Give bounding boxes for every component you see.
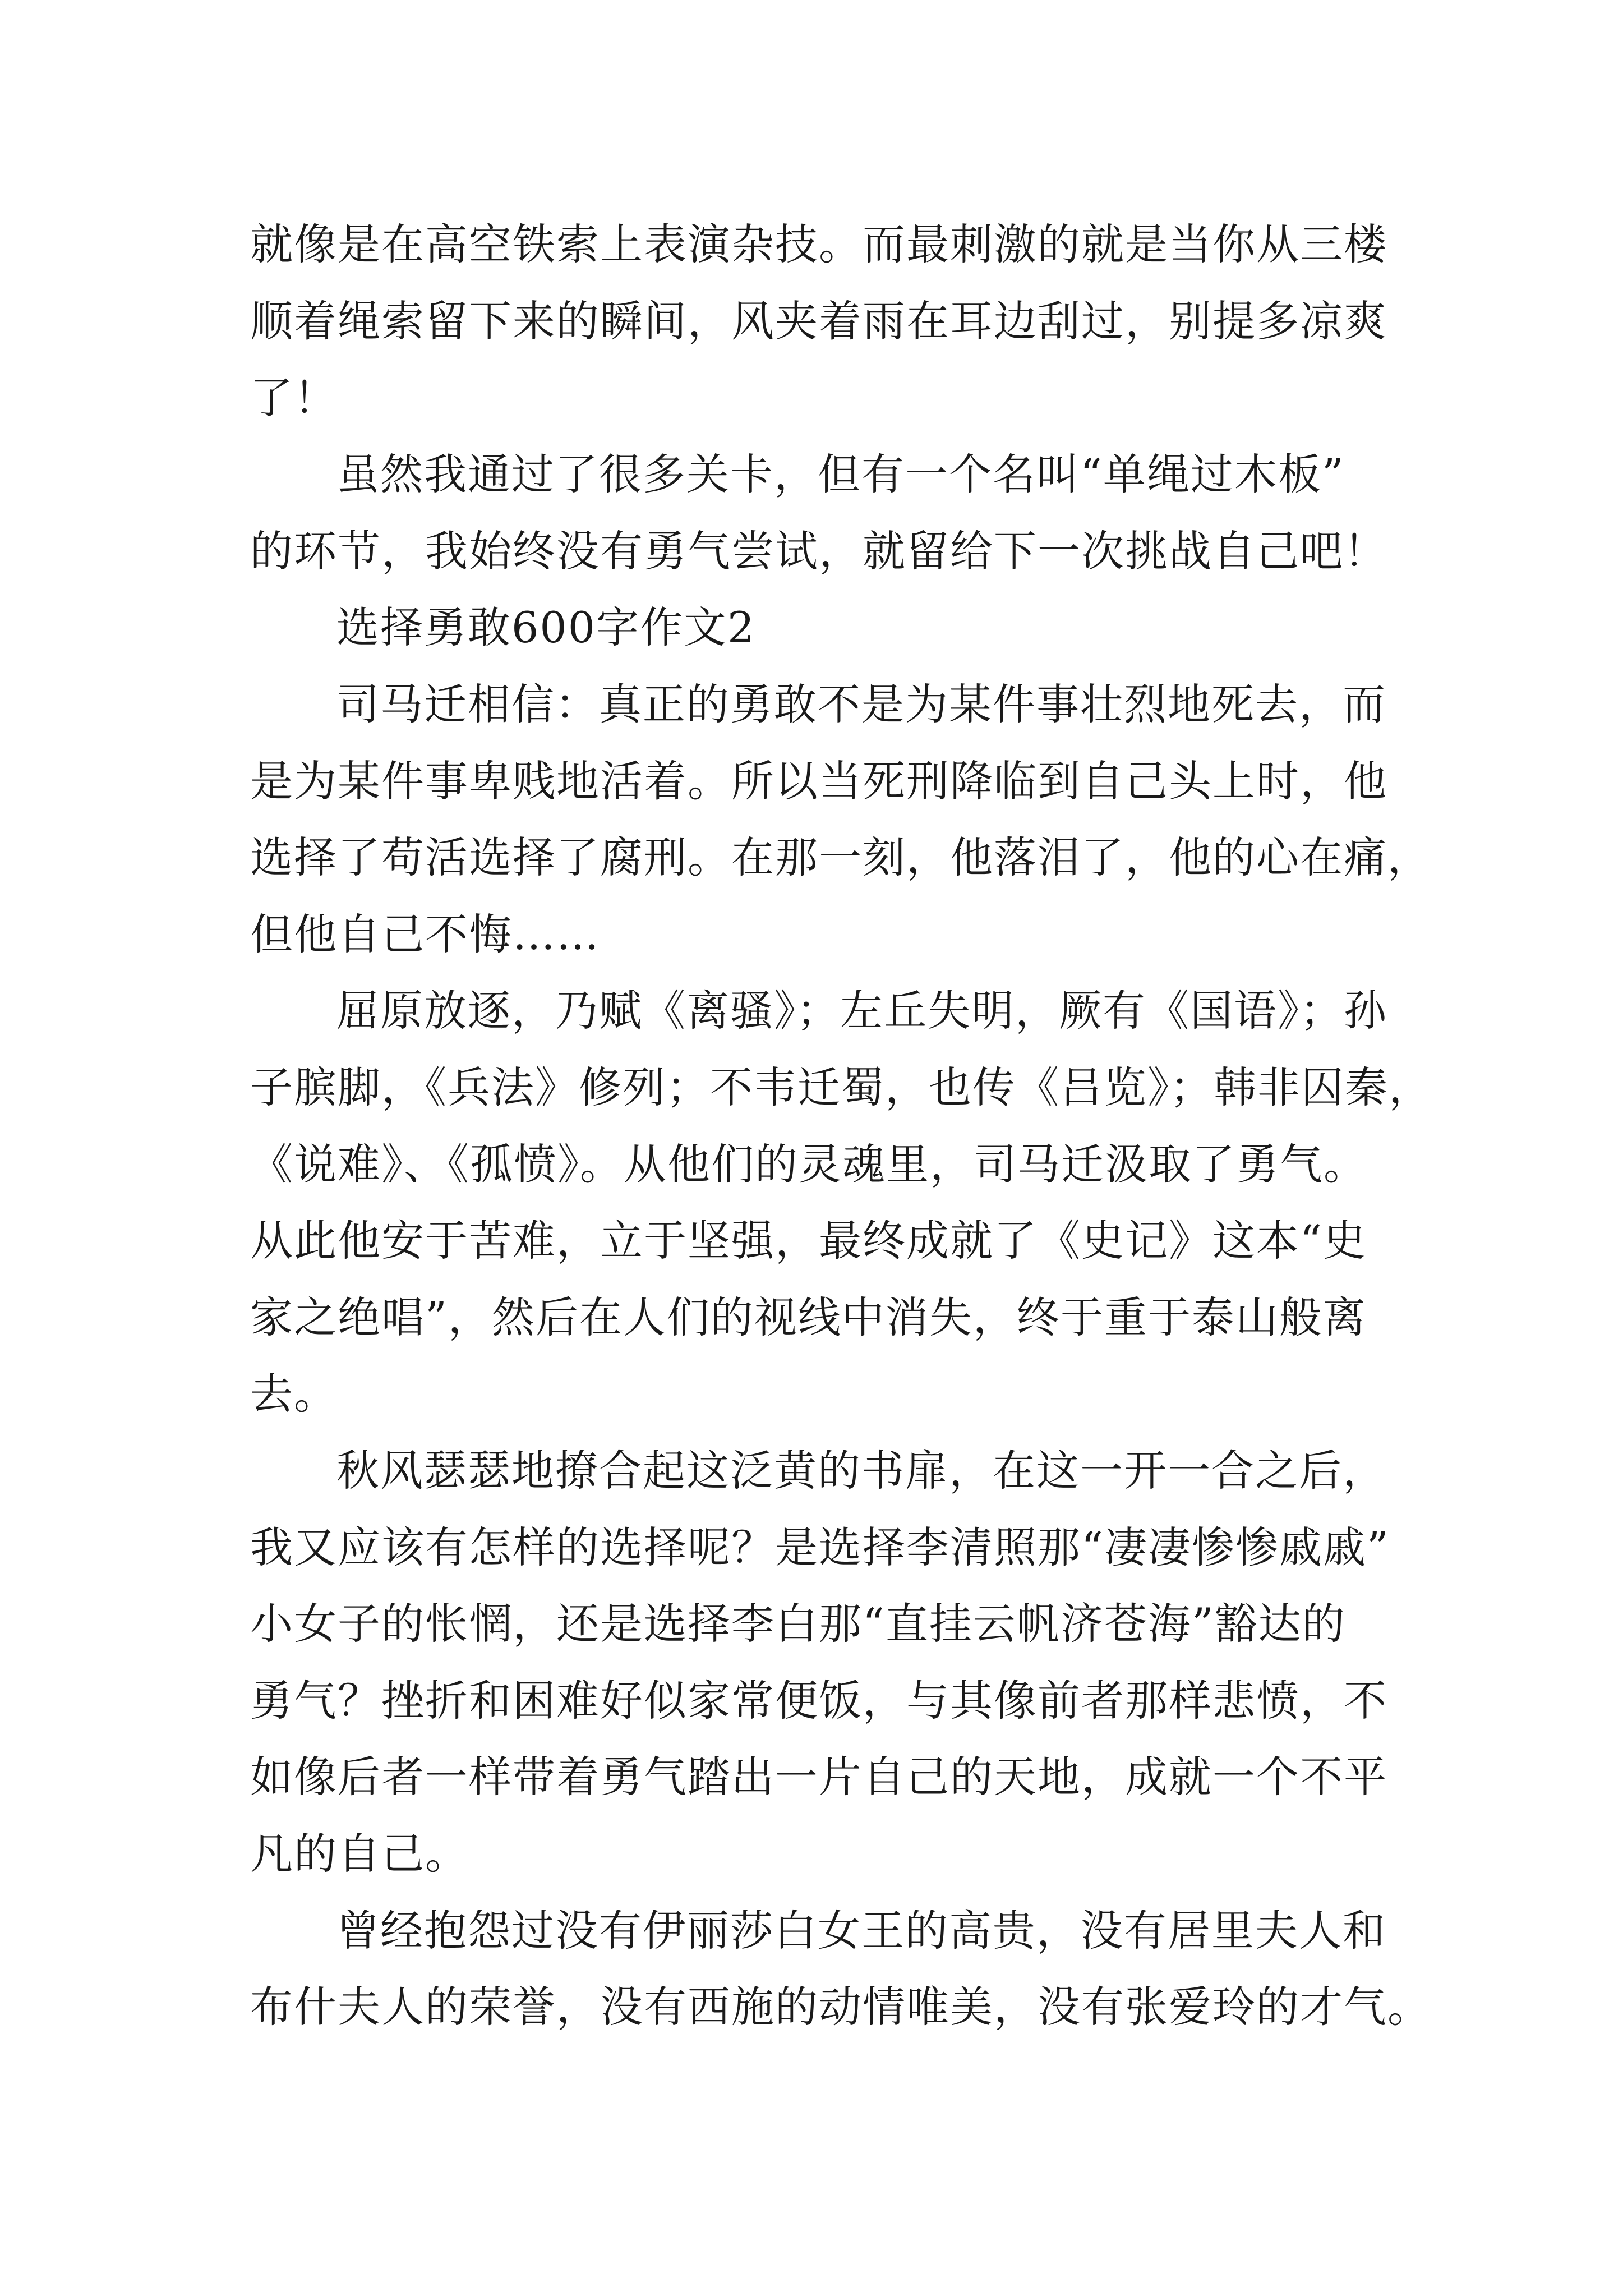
text-line: 曾经抱怨过没有伊丽莎白女王的高贵，没有居里夫人和 — [336, 1906, 1386, 1955]
text-line: 如像后者一样带着勇气踏出一片自己的天地，成就一个不平 — [250, 1752, 1387, 1802]
text-line: 《说难》、《孤愤》。从他们的灵魂里，司马迁汲取了勇气。 — [250, 1139, 1367, 1189]
text-line: 去。 — [250, 1369, 338, 1419]
text-line: 子膑脚，《兵法》修列；不韦迁蜀，也传《吕览》；韩非囚秦， — [250, 1062, 1432, 1112]
text-line: 小女子的怅惘，还是选择李白那“直挂云帆济苍海”豁达的 — [250, 1599, 1346, 1649]
text-line: 秋风瑟瑟地撩合起这泛黄的书扉，在这一开一合之后， — [336, 1446, 1386, 1496]
text-line: 勇气？挫折和困难好似家常便饭，与其像前者那样悲愤，不 — [250, 1676, 1387, 1726]
text-line: 顺着绳索留下来的瞬间，风夹着雨在耳边刮过，别提多凉爽 — [250, 296, 1387, 346]
text-line: 凡的自己。 — [250, 1829, 469, 1879]
text-line: 的环节，我始终没有勇气尝试，就留给下一次挑战自己吧！ — [250, 526, 1387, 576]
text-line: 就像是在高空铁索上表演杂技。而最刺激的就是当你从三楼 — [250, 219, 1387, 269]
text-line: 家之绝唱”，然后在人们的视线中消失，终于重于泰山般离 — [250, 1292, 1367, 1342]
text-line: 了！ — [250, 373, 338, 423]
text-line: 屈原放逐，乃赋《离骚》；左丘失明，厥有《国语》；孙 — [336, 986, 1387, 1036]
text-line: 选择了苟活选择了腐刑。在那一刻，他落泪了，他的心在痛， — [250, 832, 1431, 882]
text-line: 是为某件事卑贱地活着。所以当死刑降临到自己头上时，他 — [250, 756, 1387, 806]
text-line: 从此他安于苦难，立于坚强，最终成就了《史记》这本“史 — [250, 1216, 1367, 1266]
text-line: 但他自己不悔…… — [250, 909, 600, 959]
text-line: 虽然我通过了很多关卡，但有一个名叫“单绳过木板” — [336, 449, 1345, 499]
text-line: 司马迁相信：真正的勇敢不是为某件事壮烈地死去，而 — [336, 679, 1386, 729]
section-heading: 选择勇敢600字作文2 — [336, 602, 756, 652]
text-line: 我又应该有怎样的选择呢？是选择李清照那“凄凄惨惨戚戚” — [250, 1522, 1390, 1572]
text-line: 布什夫人的荣誉，没有西施的动情唯美，没有张爱玲的才气。 — [250, 1982, 1431, 2032]
